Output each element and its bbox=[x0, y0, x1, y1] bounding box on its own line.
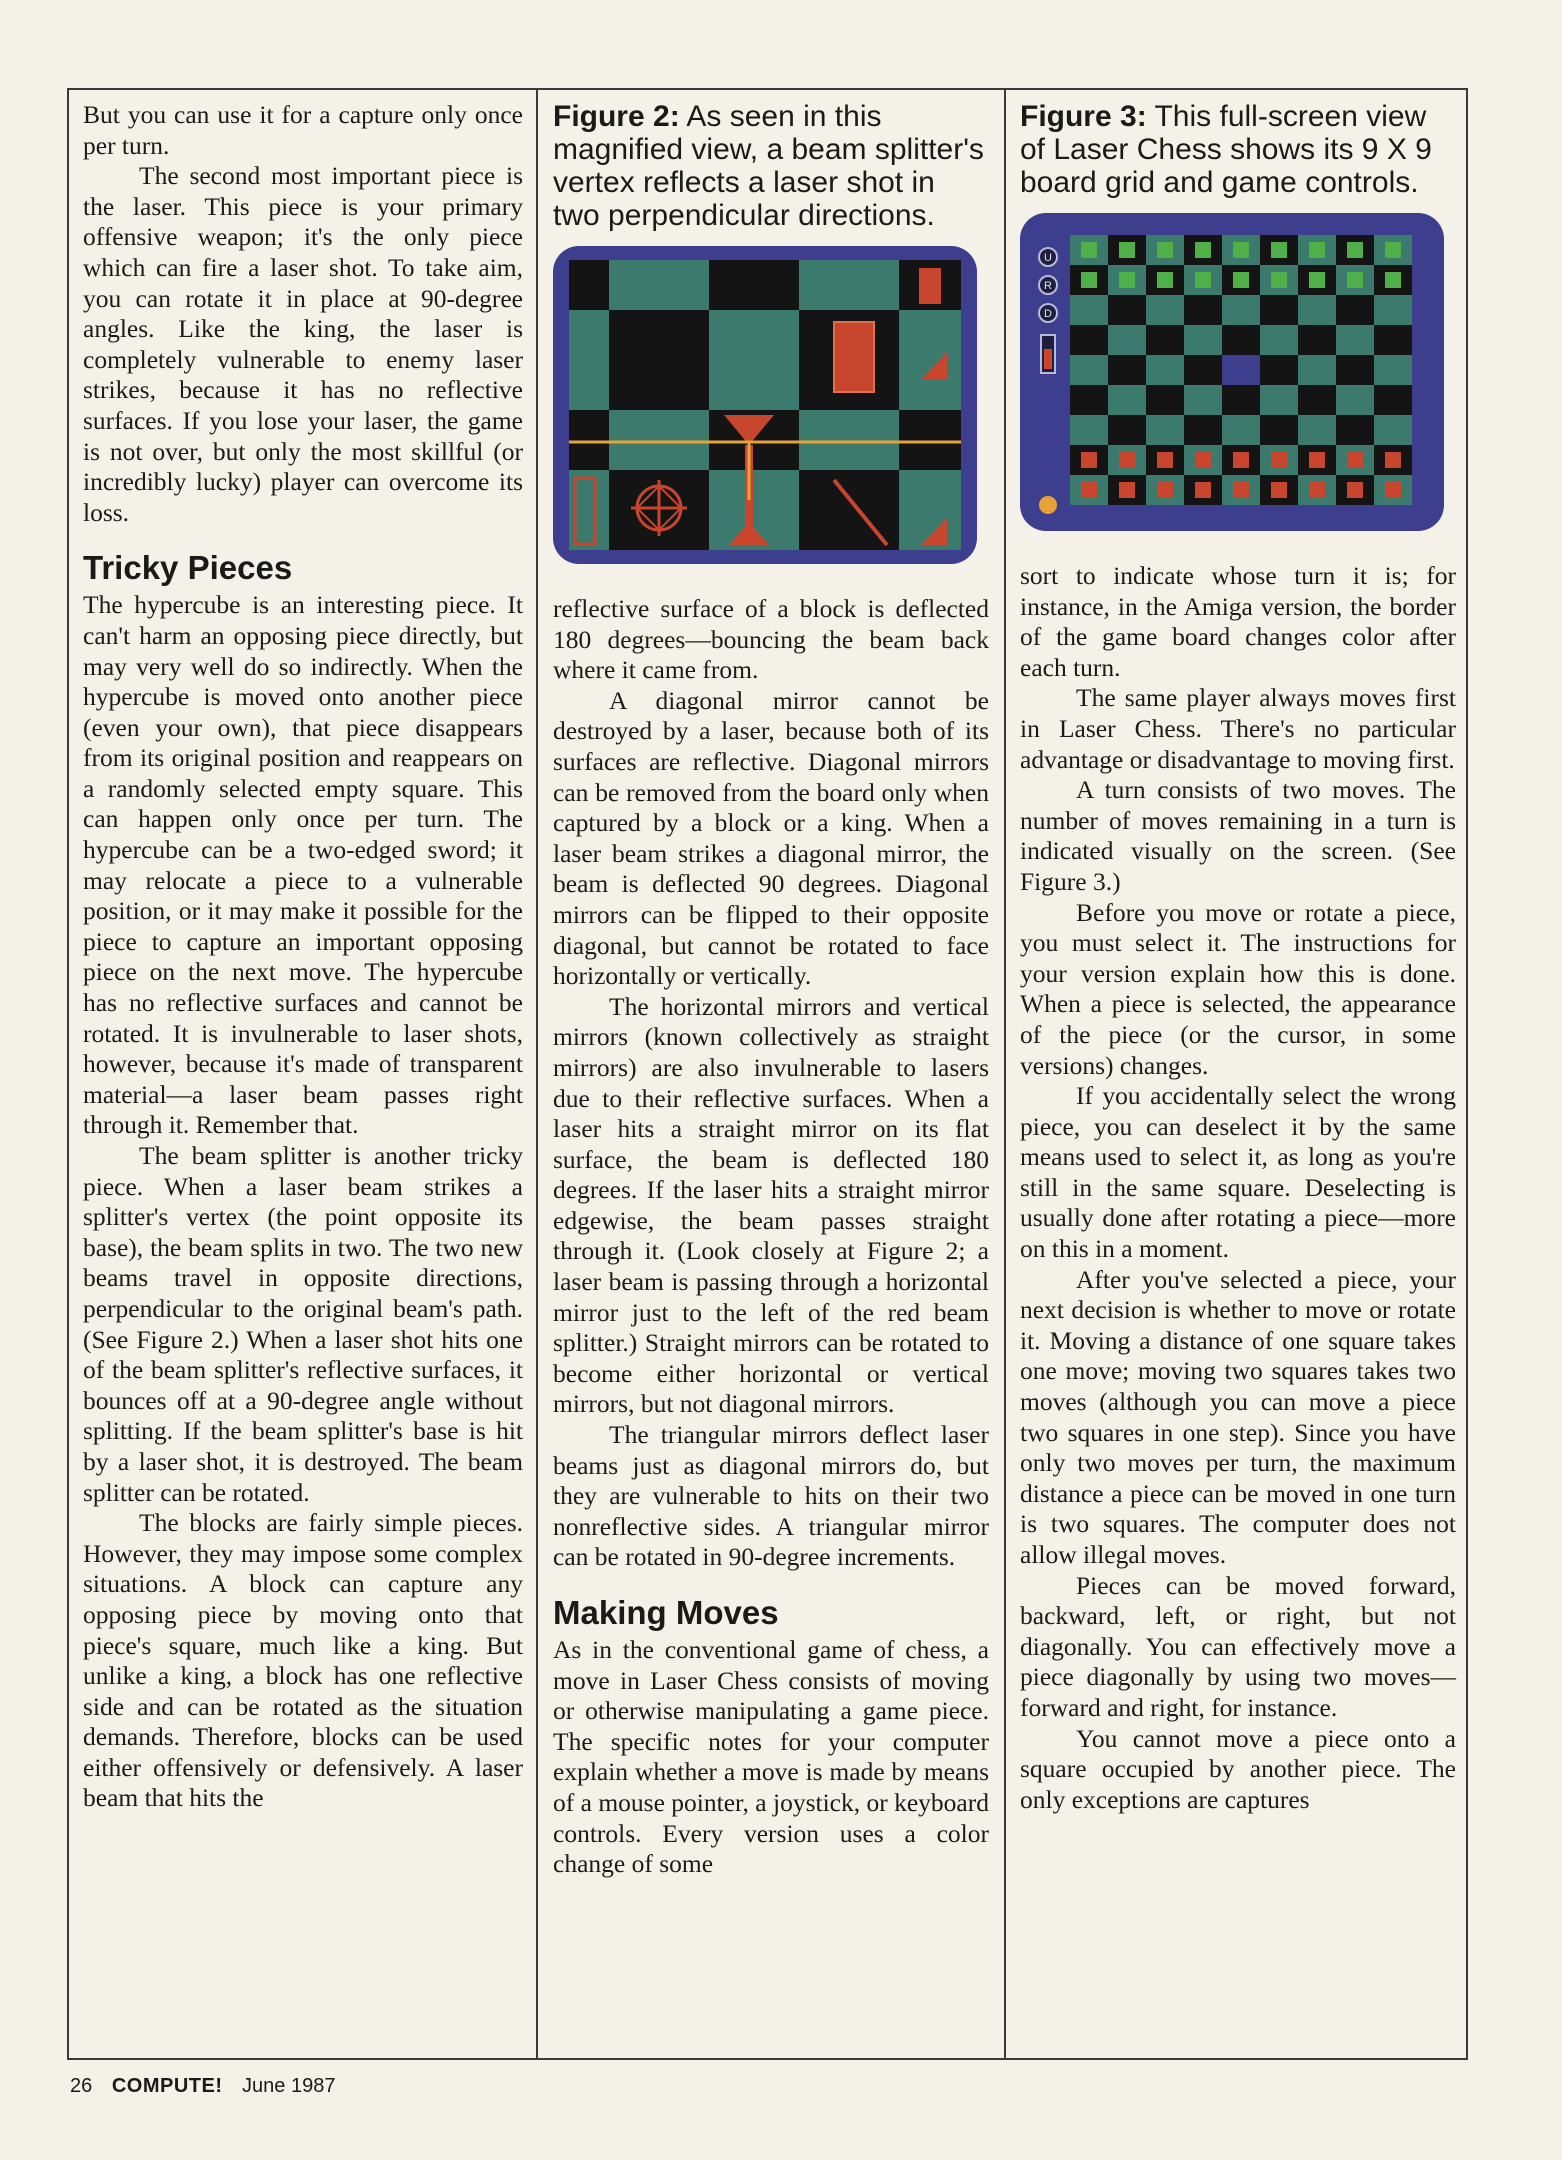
board-square bbox=[1070, 295, 1108, 325]
figure-3-screen bbox=[1020, 213, 1444, 531]
board-square bbox=[1108, 325, 1146, 355]
paragraph: A turn consists of two moves. The number of moves remaining in a turn is indicated visually on the screen. (See Figure 3.) bbox=[1020, 775, 1456, 896]
game-piece bbox=[1271, 272, 1287, 288]
board-square bbox=[1184, 355, 1222, 385]
game-piece bbox=[1119, 452, 1135, 468]
section-heading: Making Moves bbox=[553, 1594, 779, 1631]
page-number: 26 bbox=[70, 2075, 93, 2097]
board-square bbox=[1374, 385, 1412, 415]
board-square bbox=[1298, 385, 1336, 415]
column-3 bbox=[1020, 100, 1456, 1815]
turn-indicator-icon bbox=[1039, 496, 1057, 514]
paragraph: Before you move or rotate a piece, you must select it. The instructions for your version explain how this is done. When a piece is selected, the appearance of the piece (or the cursor, in some versions) changes. bbox=[1020, 897, 1456, 1080]
game-piece bbox=[1347, 482, 1363, 498]
column-2 bbox=[553, 100, 989, 1880]
paragraph: If you accidentally select the wrong piece, you can deselect it by the same means used to select it, as long as you're still in the same square. Deselecting is usually done after rotating a piece—more on this in a moment. bbox=[1020, 1081, 1456, 1264]
game-piece bbox=[1195, 452, 1211, 468]
board-square bbox=[1184, 295, 1222, 325]
paragraph: As in the conventional game of chess, a move in Laser Chess consists of moving or otherwise manipulating a game piece. The specific notes for your computer explain whether a move is made by means of a mouse pointer, a joystick, or keyboard controls. Every version uses a color change of some bbox=[553, 1635, 989, 1879]
board-square bbox=[1298, 295, 1336, 325]
game-piece bbox=[1347, 272, 1363, 288]
game-piece bbox=[1157, 272, 1173, 288]
board-square bbox=[1146, 415, 1184, 445]
board-square bbox=[1146, 325, 1184, 355]
caption-text: As seen in this magnified view, a beam splitter's vertex reflects a laser shot in two perpendicular directions. bbox=[553, 100, 984, 232]
paragraph: The triangular mirrors deflect laser beams just as diagonal mirrors do, but they are vulnerable to hits on their two nonreflective sides. A triangular mirror can be rotated in 90-degree increments. bbox=[553, 1420, 989, 1572]
board-square bbox=[1298, 415, 1336, 445]
board-square bbox=[1336, 295, 1374, 325]
game-piece bbox=[1119, 242, 1135, 258]
board-square bbox=[1374, 295, 1412, 325]
paragraph: sort to indicate whose turn it is; for instance, in the Amiga version, the border of the game board changes color after each turn. bbox=[1020, 561, 1456, 682]
game-piece bbox=[1385, 272, 1401, 288]
board-square bbox=[1070, 325, 1108, 355]
game-piece bbox=[1385, 482, 1401, 498]
board-square bbox=[1260, 295, 1298, 325]
paragraph: Pieces can be moved forward, backward, left, or right, but not diagonally. You can effectively move a piece diagonally by using two moves—forward and right, for instance. bbox=[1020, 1570, 1456, 1722]
game-piece bbox=[1347, 452, 1363, 468]
board-square bbox=[1260, 415, 1298, 445]
paragraph: The hypercube is an interesting piece. It can't harm an opposing piece directly, but may very well do so indirectly. When the hypercube is moved onto another piece (even your own), that piece disappears from its original position and reappears on a randomly selected empty square. This can happen only once per turn. The hypercube can be a two-edged sword; it may relocate a piece to a vulnerable position, or it may make it possible for the piece to capture an important opposing piece on the next move. The hypercube has no reflective surfaces and cannot be rotated. It is invulnerable to laser shots, however, because it's made of transparent material—a laser beam passes right through it. Remember that. bbox=[83, 590, 523, 1140]
game-piece bbox=[1271, 452, 1287, 468]
board-square bbox=[1184, 325, 1222, 355]
board-square bbox=[1108, 415, 1146, 445]
game-piece bbox=[1233, 272, 1249, 288]
board-square bbox=[1260, 325, 1298, 355]
board-square bbox=[1146, 355, 1184, 385]
game-piece bbox=[1195, 482, 1211, 498]
game-piece bbox=[1081, 482, 1097, 498]
game-piece bbox=[1233, 482, 1249, 498]
game-piece bbox=[1309, 272, 1325, 288]
magazine-name: COMPUTE! bbox=[111, 2075, 223, 2097]
figure-2-caption bbox=[553, 100, 989, 232]
board-square bbox=[1146, 385, 1184, 415]
board-square bbox=[1222, 295, 1260, 325]
magnified-board-image bbox=[569, 260, 961, 550]
column-rule-2 bbox=[1004, 88, 1006, 2060]
game-piece bbox=[1271, 242, 1287, 258]
game-piece bbox=[1347, 242, 1363, 258]
figure-label: Figure 2: bbox=[553, 100, 680, 133]
figure-label: Figure 3: bbox=[1020, 100, 1147, 133]
board-square bbox=[1298, 325, 1336, 355]
game-piece bbox=[1119, 482, 1135, 498]
board-square bbox=[1222, 325, 1260, 355]
column-1 bbox=[83, 100, 523, 1814]
control-button-up: U bbox=[1044, 252, 1052, 264]
game-piece bbox=[1385, 242, 1401, 258]
issue-date: June 1987 bbox=[242, 2075, 336, 2097]
game-piece bbox=[1157, 242, 1173, 258]
game-piece bbox=[1233, 242, 1249, 258]
board-square bbox=[1184, 415, 1222, 445]
game-piece bbox=[1309, 452, 1325, 468]
board-square bbox=[1108, 385, 1146, 415]
board-square bbox=[1336, 325, 1374, 355]
board-square bbox=[1374, 415, 1412, 445]
page-footer bbox=[70, 2075, 335, 2098]
paragraph: The second most important piece is the laser. This piece is your primary offensive weapon; it's the only piece which can fire a laser shot. To take aim, you can rotate it in place at 90-degree angles. Like the king, the laser is completely vulnerable to enemy laser strikes, because it has no reflective surfaces. If you lose your laser, the game is not over, but only the most skillful (or incredibly lucky) player can overcome its loss. bbox=[83, 161, 523, 527]
paragraph: The horizontal mirrors and vertical mirrors (known collectively as straight mirrors) are also invulnerable to lasers due to their reflective surfaces. When a laser hits a straight mirror on its flat surface, the beam is deflected 180 degrees. If the laser hits a straight mirror edgewise, the beam passes straight through it. (Look closely at Figure 2; a laser beam is passing through a horizontal mirror just to the left of the red beam splitter.) Straight mirrors can be rotated to become either horizontal or vertical mirrors, but not diagonal mirrors. bbox=[553, 991, 989, 1419]
figure-2-screen bbox=[553, 246, 977, 564]
board-square bbox=[1336, 385, 1374, 415]
game-piece bbox=[1309, 482, 1325, 498]
board-square bbox=[1260, 355, 1298, 385]
game-piece bbox=[1081, 452, 1097, 468]
game-piece bbox=[1195, 242, 1211, 258]
game-piece bbox=[1271, 482, 1287, 498]
board-square bbox=[1070, 385, 1108, 415]
board-square bbox=[1374, 325, 1412, 355]
paragraph: A diagonal mirror cannot be destroyed by a laser, because both of its surfaces are reflective. Diagonal mirrors can be removed from the board only when captured by a block or a king. When a laser beam strikes a diagonal mirror, the beam is deflected 90 degrees. Diagonal mirrors can be flipped to their opposite diagonal, but cannot be rotated to face horizontally or vertically. bbox=[553, 685, 989, 991]
board-square bbox=[1222, 355, 1260, 385]
paragraph: The beam splitter is another tricky piece. When a laser beam strikes a splitter's vertex (the point opposite its base), the beam splits in two. The two new beams travel in opposite directions, perpendicular to the original beam's path. (See Figure 2.) When a laser shot hits one of the beam splitter's reflective surfaces, it bounces off at a 90-degree angle without splitting. If the beam splitter's base is hit by a laser shot, it is destroyed. The beam splitter can be rotated. bbox=[83, 1141, 523, 1507]
paragraph: reflective surface of a block is deflected 180 degrees—bouncing the beam back where it came from. bbox=[553, 594, 989, 685]
board-square bbox=[1298, 355, 1336, 385]
board-square bbox=[1070, 415, 1108, 445]
paragraph: After you've selected a piece, your next decision is whether to move or rotate it. Moving a distance of one square takes one move; moving two squares takes two moves (although you can move a piece two squares in one step). Since you have only two moves per turn, the maximum distance a piece can be moved in one turn is two squares. The computer does not allow illegal moves. bbox=[1020, 1264, 1456, 1569]
game-piece bbox=[1309, 242, 1325, 258]
paragraph: The blocks are fairly simple pieces. However, they may impose some complex situations. A block can capture any opposing piece by moving onto that piece's square, much like a king. But unlike a king, a block has one reflective side and can be rotated as the situation demands. Therefore, blocks can be used either offensively or defensively. A laser beam that hits the bbox=[83, 1508, 523, 1813]
game-piece bbox=[1081, 272, 1097, 288]
board-square bbox=[1374, 355, 1412, 385]
board-square bbox=[1184, 385, 1222, 415]
caption-text: This full-screen view of Laser Chess shows its 9 X 9 board grid and game controls. bbox=[1020, 100, 1432, 199]
paragraph: But you can use it for a capture only once per turn. bbox=[83, 100, 523, 160]
board-square bbox=[1222, 415, 1260, 445]
game-piece bbox=[1157, 452, 1173, 468]
board-square bbox=[1260, 385, 1298, 415]
board-square bbox=[1108, 355, 1146, 385]
board-square bbox=[1108, 295, 1146, 325]
full-board-image bbox=[1036, 227, 1428, 517]
paragraph: The same player always moves first in Laser Chess. There's no particular advantage or disadvantage to moving first. bbox=[1020, 683, 1456, 774]
board-square bbox=[1222, 385, 1260, 415]
game-piece bbox=[1157, 482, 1173, 498]
board-square bbox=[1070, 355, 1108, 385]
game-piece bbox=[1233, 452, 1249, 468]
column-rule-1 bbox=[536, 88, 538, 2060]
game-piece bbox=[1081, 242, 1097, 258]
paragraph: You cannot move a piece onto a square occupied by another piece. The only exceptions are captures bbox=[1020, 1723, 1456, 1814]
board-square bbox=[1336, 415, 1374, 445]
board-square bbox=[1336, 355, 1374, 385]
game-piece bbox=[1385, 452, 1401, 468]
game-piece bbox=[1195, 272, 1211, 288]
section-heading: Tricky Pieces bbox=[83, 549, 293, 587]
board-square bbox=[1146, 295, 1184, 325]
control-button-down: D bbox=[1044, 308, 1052, 320]
figure-3-caption bbox=[1020, 100, 1456, 199]
game-piece bbox=[1119, 272, 1135, 288]
control-button-rotate: R bbox=[1044, 280, 1052, 292]
